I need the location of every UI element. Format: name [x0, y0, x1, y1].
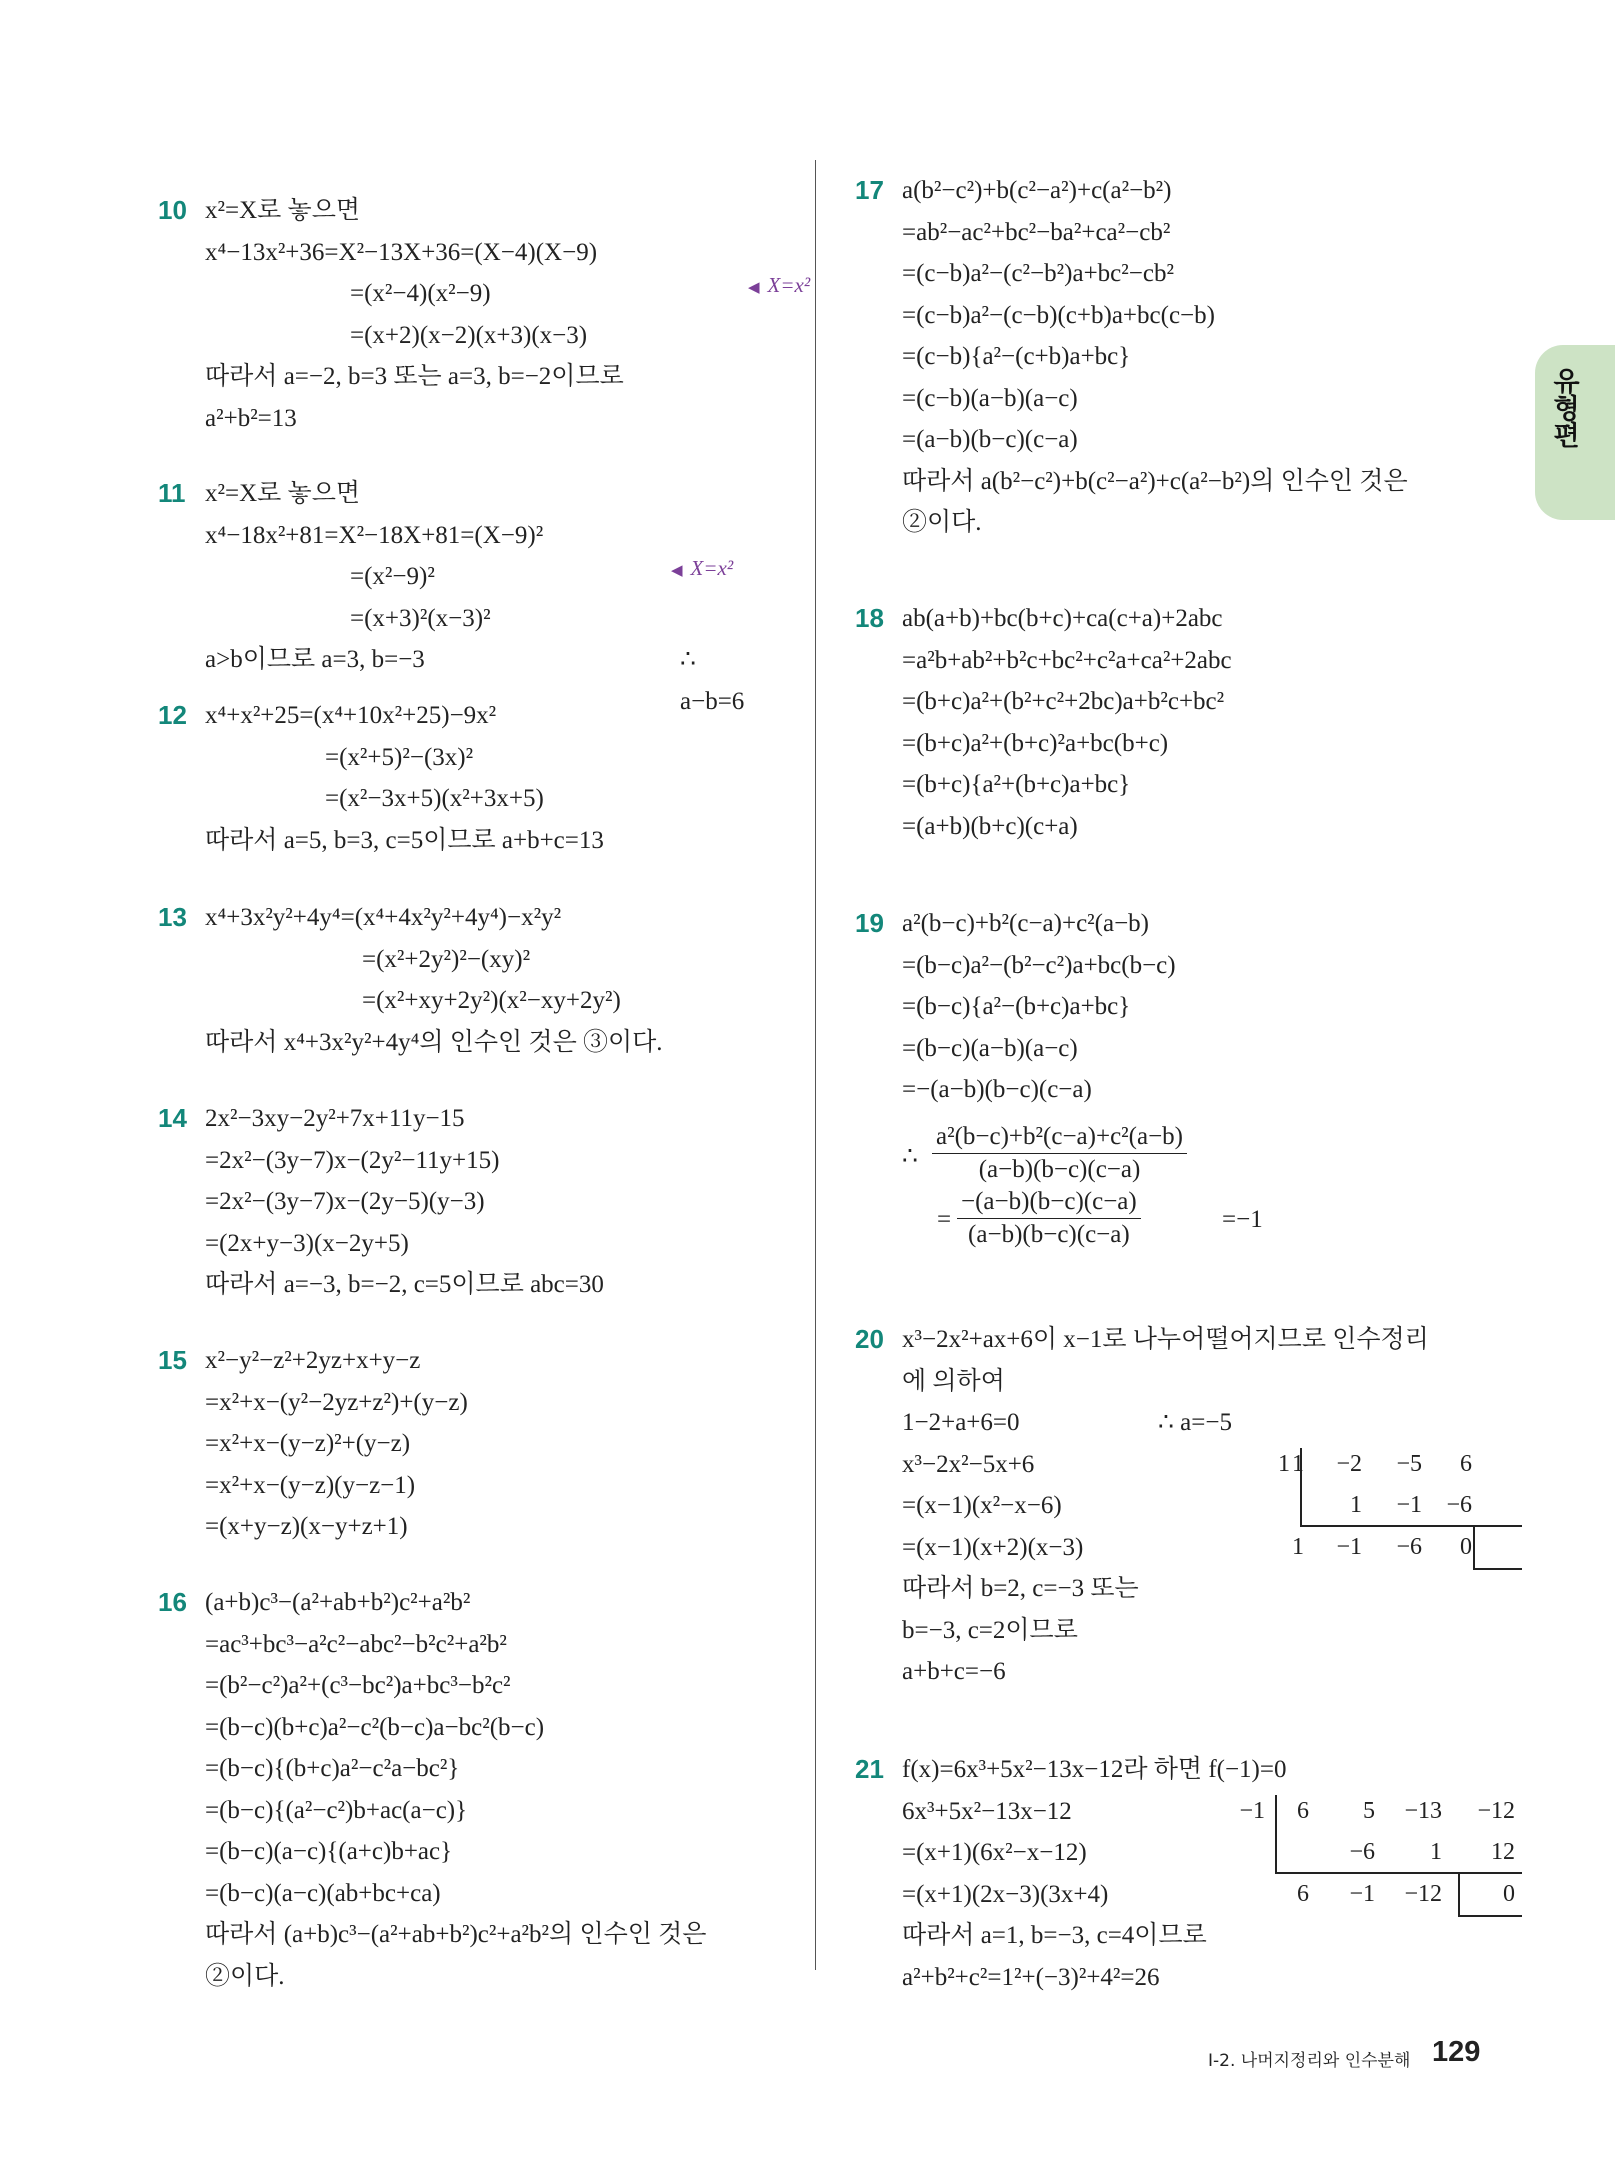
problem-number: 11 — [158, 478, 186, 508]
divisor: 1 — [1278, 1450, 1290, 1477]
solution-line: =(x+3)²(x−3)² — [350, 604, 491, 632]
solution-line: =(b−c)a²−(b²−c²)a+bc(b−c) — [902, 951, 1176, 979]
problem-number: 17 — [855, 175, 884, 205]
note-text: X=x² — [767, 273, 811, 297]
solution-line: =ac³+bc³−a²c²−abc²−b²c²+a²b² — [205, 1630, 507, 1658]
solution-line: =(x−1)(x+2)(x−3) — [902, 1533, 1084, 1561]
solution-line: x²=X로 놓으면 — [205, 197, 360, 224]
solution-lines — [902, 1749, 1515, 1998]
coefficient: −6 — [1446, 1492, 1472, 1518]
coefficient: −13 — [1404, 1797, 1442, 1824]
fraction-2-numerator: −(a−b)(b−c)(c−a) — [957, 1186, 1141, 1219]
solution-line: x⁴+x²+25=(x⁴+10x²+25)−9x² — [205, 702, 497, 729]
solution-lines — [205, 1340, 468, 1548]
solution-line: 따라서 a=5, b=3, c=5이므로 a+b+c=13 — [205, 826, 604, 854]
coefficient: −1 — [1336, 1533, 1362, 1560]
coefficient: −12 — [1404, 1880, 1442, 1907]
problem-number: 20 — [855, 1324, 884, 1354]
solution-lines — [205, 473, 745, 715]
solution-line: ②이다. — [902, 509, 982, 536]
solution-lines — [902, 170, 1408, 544]
solution-line: =ab²−ac²+bc²−ba²+ca²−cb² — [902, 218, 1171, 246]
solution-line: =2x²−(3y−7)x−(2y−5)(y−3) — [205, 1188, 485, 1215]
solution-line: ab(a+b)+bc(b+c)+ca(c+a)+2abc — [902, 605, 1223, 632]
solution-line: 따라서 x⁴+3x²y²+4y⁴의 인수인 것은 ③이다. — [205, 1028, 663, 1056]
solution-line: a²+b²=13 — [205, 404, 297, 432]
solution-line: x²=X로 놓으면 — [205, 480, 360, 507]
fraction-1-denominator: (a−b)(b−c)(c−a) — [978, 1155, 1141, 1183]
divisor: −1 — [1239, 1797, 1265, 1824]
therefore-result: ∴ a−b=6 — [680, 646, 745, 715]
problem-number: 21 — [855, 1754, 884, 1784]
solution-lines — [205, 1582, 706, 1997]
solution-line: 에 의하여 — [902, 1367, 1005, 1395]
solution-line: =x²+x−(y−z)²+(y−z) — [205, 1430, 411, 1457]
coefficient: −6 — [1349, 1839, 1375, 1865]
solution-line: =(b+c)a²+(b+c)²a+bc(b+c) — [902, 729, 1169, 757]
solution-line: =2x²−(3y−7)x−(2y²−11y+15) — [205, 1146, 500, 1174]
solution-line: (a+b)c³−(a²+ab+b²)c²+a²b² — [205, 1589, 471, 1616]
solution-line: =(2x+y−3)(x−2y+5) — [205, 1229, 409, 1257]
therefore-result: ∴ a=−5 — [1158, 1409, 1232, 1436]
solution-line: 따라서 a=1, b=−3, c=4이므로 — [902, 1922, 1207, 1949]
coefficient — [1282, 1485, 1304, 1527]
solution-lines — [205, 190, 811, 439]
solution-line: =(c−b)a²−(c−b)(c+b)a+bc(c−b) — [902, 301, 1215, 329]
column-divider — [815, 160, 816, 1970]
solution-line: x⁴−18x²+81=X²−18X+81=(X−9)² — [205, 521, 544, 549]
solution-line: =−(a−b)(b−c)(c−a) — [902, 1076, 1092, 1103]
coefficient: 6 — [1460, 1450, 1472, 1477]
coefficient: −1 — [1349, 1880, 1375, 1907]
solution-line: =(x²−4)(x²−9) — [350, 280, 491, 307]
solution-line: =(x−1)(x²−x−6) — [902, 1492, 1062, 1519]
solution-line: =(x²+2y²)²−(xy)² — [362, 945, 531, 973]
solution-line: 따라서 (a+b)c³−(a²+ab+b²)c²+a²b²의 인수인 것은 — [205, 1921, 707, 1948]
solution-line: f(x)=6x³+5x²−13x−12라 하면 f(−1)=0 — [902, 1756, 1287, 1783]
solution-line: =(x+y−z)(x−y+z+1) — [205, 1513, 408, 1540]
solution-line: =(b−c)(a−c){(a+c)b+ac} — [205, 1838, 453, 1865]
section-tab-label: 유형편 — [1548, 367, 1579, 448]
solution-line: =(x²+5)²−(3x)² — [325, 743, 474, 771]
remainder: 0 — [1503, 1880, 1515, 1907]
solution-line: =(c−b){a²−(c+b)a+bc} — [902, 343, 1131, 370]
solution-line: 6x³+5x²−13x−12 — [902, 1797, 1072, 1825]
solution-line: x³−2x²+ax+6이 x−1로 나누어떨어지므로 인수정리 — [902, 1326, 1429, 1353]
coefficient: −6 — [1396, 1533, 1422, 1560]
solution-line: ②이다. — [205, 1962, 285, 1990]
solution-lines — [205, 1098, 604, 1306]
solution-line: =x²+x−(y²−2yz+z²)+(y−z) — [205, 1388, 468, 1416]
solution-line: =(c−b)(a−b)(a−c) — [902, 384, 1078, 412]
coefficient: 1 — [1350, 1492, 1362, 1518]
coefficient: 12 — [1491, 1839, 1515, 1865]
substitution-note — [748, 273, 810, 298]
fraction-2-denominator: (a−b)(b−c)(c−a) — [968, 1220, 1130, 1248]
problem-number: 13 — [158, 902, 187, 932]
footer-chapter: Ⅰ-2. 나머지정리와 인수분해 — [1208, 2051, 1411, 2071]
coefficient: −1 — [1396, 1492, 1422, 1518]
problem-number: 12 — [158, 700, 187, 730]
substitution-note — [671, 556, 733, 581]
solution-line: 따라서 a(b²−c²)+b(c²−a²)+c(a²−b²)의 인수인 것은 — [902, 467, 1408, 495]
solution-lines — [902, 903, 1263, 1248]
solution-line: =(x+1)(6x²−x−12) — [902, 1839, 1087, 1866]
coefficient: 6 — [1297, 1797, 1309, 1824]
solution-lines — [902, 1319, 1472, 1693]
solution-line: =(c−b)a²−(c²−b²)a+bc²−cb² — [902, 260, 1174, 287]
solution-lines — [205, 695, 604, 861]
triangle-left-icon: ◀ — [748, 280, 760, 296]
solution-lines — [902, 598, 1232, 847]
solution-line: =(b+c){a²+(b+c)a+bc} — [902, 771, 1131, 798]
solution-line: =(x+2)(x−2)(x+3)(x−3) — [350, 321, 588, 349]
remainder-box-left — [1473, 1525, 1475, 1569]
solution-line: =(b−c)(a−c)(ab+bc+ca) — [205, 1879, 441, 1907]
solution-lines — [205, 897, 663, 1063]
equals-sign: = — [937, 1205, 952, 1233]
fraction-1-numerator: a²(b−c)+b²(c−a)+c²(a−b) — [932, 1121, 1187, 1154]
solution-line: =(x²+xy+2y²)(x²−xy+2y²) — [362, 987, 621, 1014]
solution-line: =(b²−c²)a²+(c³−bc²)a+bc³−b²c² — [205, 1672, 511, 1699]
solution-line: =x²+x−(y−z)(y−z−1) — [205, 1471, 416, 1499]
solution-line: =(x²−3x+5)(x²+3x+5) — [325, 785, 544, 812]
coefficient: −5 — [1396, 1450, 1422, 1477]
coefficient: −12 — [1477, 1797, 1515, 1824]
page-number: 129 — [1432, 2036, 1481, 2068]
solution-line: 따라서 a=−3, b=−2, c=5이므로 abc=30 — [205, 1271, 604, 1298]
solution-line: x²−y²−z²+2yz+x+y−z — [205, 1347, 421, 1374]
solution-line: 따라서 a=−2, b=3 또는 a=3, b=−2이므로 — [205, 363, 624, 390]
problem-number: 15 — [158, 1345, 187, 1375]
solution-line: =(b+c)a²+(b²+c²+2bc)a+b²c+bc² — [902, 688, 1225, 715]
coefficient: 5 — [1363, 1797, 1375, 1824]
remainder-box-bottom — [1473, 1568, 1522, 1570]
triangle-left-icon: ◀ — [671, 563, 683, 579]
solution-line: =(b−c)(a−b)(a−c) — [902, 1034, 1078, 1062]
solution-line: 따라서 b=2, c=−3 또는 — [902, 1575, 1139, 1602]
therefore-symbol: ∴ — [902, 1142, 918, 1170]
section-tab — [1535, 345, 1615, 520]
problem-number: 16 — [158, 1587, 187, 1617]
fraction-result: =−1 — [1222, 1205, 1263, 1233]
solution-line: =(b−c){a²−(b+c)a+bc} — [902, 993, 1131, 1020]
solution-line: 1−2+a+6=0 — [902, 1409, 1020, 1436]
solution-line: a(b²−c²)+b(c²−a²)+c(a²−b²) — [902, 177, 1172, 204]
problem-number: 19 — [855, 908, 884, 938]
solution-line: x⁴+3x²y²+4y⁴=(x⁴+4x²y²+4y⁴)−x²y² — [205, 904, 562, 931]
solution-line: a>b이므로 a=3, b=−3 — [205, 646, 425, 673]
solution-line: b=−3, c=2이므로 — [902, 1616, 1078, 1644]
problem-number: 18 — [855, 603, 884, 633]
solution-line: a²(b−c)+b²(c−a)+c²(a−b) — [902, 910, 1150, 937]
solution-line: 2x²−3xy−2y²+7x+11y−15 — [205, 1105, 465, 1132]
coefficient: 1 — [1292, 1533, 1304, 1560]
solution-line: a+b+c=−6 — [902, 1658, 1006, 1685]
coefficient: 6 — [1297, 1880, 1309, 1907]
coefficient: 1 — [1430, 1839, 1442, 1865]
solution-line: =(x²−9)² — [350, 563, 435, 590]
solution-line: =a²b+ab²+b²c+bc²+c²a+ca²+2abc — [902, 646, 1232, 674]
remainder: 0 — [1460, 1533, 1472, 1560]
coefficient: 1 — [1292, 1450, 1304, 1477]
problem-number: 10 — [158, 195, 187, 225]
coefficient: −2 — [1336, 1450, 1362, 1477]
solution-line: a²+b²+c²=1²+(−3)²+4²=26 — [902, 1963, 1160, 1991]
solution-line: =(x+1)(2x−3)(3x+4) — [902, 1880, 1109, 1908]
solution-line: =(b−c){(a²−c²)b+ac(a−c)} — [205, 1796, 468, 1824]
fraction-1 — [932, 1121, 1187, 1186]
solution-line: =(a+b)(b+c)(c+a) — [902, 812, 1078, 840]
solution-line: =(a−b)(b−c)(c−a) — [902, 426, 1078, 453]
problem-number: 14 — [158, 1103, 187, 1133]
solution-line: x³−2x²−5x+6 — [902, 1450, 1035, 1478]
fraction-2 — [957, 1186, 1141, 1251]
solution-line: =(b−c){(b+c)a²−c²a−bc²} — [205, 1755, 460, 1782]
note-text: X=x² — [690, 556, 734, 580]
coefficient — [1259, 1832, 1309, 1874]
solution-line: =(b−c)(b+c)a²−c²(b−c)a−bc²(b−c) — [205, 1713, 545, 1741]
solution-line: x⁴−13x²+36=X²−13X+36=(X−4)(X−9) — [205, 238, 598, 266]
